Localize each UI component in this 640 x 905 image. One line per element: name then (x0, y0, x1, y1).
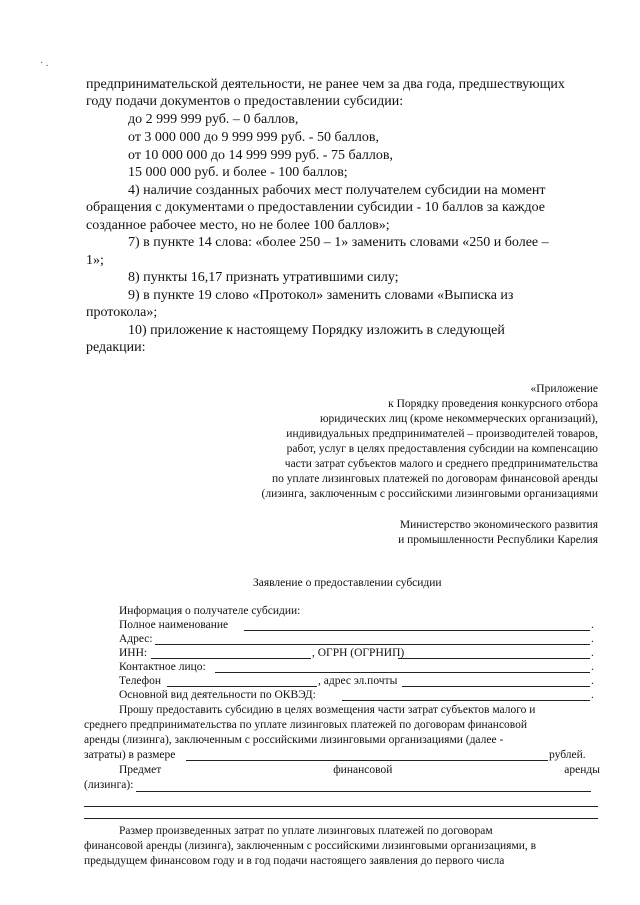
appendix-line: работ, услуг в целях предоставления субсидии на компенсацию (286, 443, 598, 455)
contact-label: Контактное лицо: (119, 661, 206, 673)
request-line: затраты) в размере (84, 749, 176, 761)
appendix-line: юридических лиц (кроме некоммерческих организаций), (319, 413, 598, 425)
paragraph-line: году подачи документов о предоставлении субсидии: (86, 94, 404, 109)
end-dot: . (591, 675, 594, 687)
item4-line: обращения с документами о предоставлении субсидии - 10 баллов за каждое (86, 200, 545, 215)
subject-field-extra[interactable] (84, 806, 598, 807)
item4-line: созданное рабочее место, но не более 100 баллов»; (86, 218, 390, 233)
expenses-line: финансовой аренды (лизинга), заключенным с российскими лизинговыми организациями, в (84, 840, 537, 852)
subject-line (119, 765, 600, 777)
rubles-label: рублей. (549, 749, 586, 761)
fullname-field[interactable] (244, 630, 590, 631)
end-dot: . (591, 619, 594, 631)
form-title: Заявление о предоставлении субсидии (253, 577, 442, 589)
address-label: Адрес: (119, 633, 153, 645)
ogrn-field[interactable] (398, 658, 590, 659)
scan-mark: · . (40, 58, 49, 69)
amount-field[interactable] (186, 760, 548, 761)
appendix-line: части затрат субъектов малого и среднего предпринимательства (284, 458, 598, 470)
subject-label: (лизинга): (84, 779, 134, 791)
contact-field[interactable] (215, 672, 590, 673)
end-dot: . (591, 661, 594, 673)
appendix-line: к Порядку проведения конкурсного отбора (388, 398, 598, 410)
form-info-heading: Информация о получателе субсидии: (119, 605, 301, 617)
ogrn-label: , ОГРН (ОГРНИП) (312, 647, 405, 659)
inn-label: ИНН: (119, 647, 148, 659)
phone-field[interactable] (167, 686, 317, 687)
item7-line: 7) в пункте 14 слова: «более 250 – 1» заменить словами «250 и более – (128, 235, 549, 250)
appendix-line: (лизинга, заключенным с российскими лизинговыми организациями (261, 488, 598, 500)
email-field[interactable] (402, 686, 590, 687)
item9-line: 9) в пункте 19 слово «Протокол» заменить словами «Выписка из (128, 288, 514, 303)
subject-word: финансовой (333, 764, 393, 776)
item10-line: 10) приложение к настоящему Порядку изложить в следующей (128, 323, 505, 338)
item4-line: 4) наличие созданных рабочих мест получателем субсидии на момент (128, 183, 546, 198)
request-line: аренды (лизинга), заключенным с российскими лизинговыми организациями (далее - (84, 734, 504, 746)
item10-line: редакции: (86, 340, 146, 355)
expenses-line: предыдущем финансовом году и в год подачи настоящего заявления до первого числа (84, 855, 505, 867)
appendix-line: «Приложение (530, 383, 598, 395)
email-label: , адрес эл.почты (318, 675, 398, 687)
inn-field[interactable] (151, 658, 311, 659)
okved-field[interactable] (342, 700, 590, 701)
addressee-line: Министерство экономического развития (399, 519, 598, 531)
subject-word: аренды (564, 764, 600, 776)
end-dot: . (591, 633, 594, 645)
item8-line: 8) пункты 16,17 признать утратившими силу; (128, 270, 399, 285)
end-dot: . (591, 647, 594, 659)
item7-line: 1»; (86, 253, 104, 268)
appendix-line: по уплате лизинговых платежей по договорам финансовой аренды (271, 473, 598, 485)
score-line: 15 000 000 руб. и более - 100 баллов; (128, 165, 348, 180)
address-field[interactable] (155, 644, 590, 645)
phone-label: Телефон (119, 675, 162, 687)
subject-field[interactable] (136, 791, 591, 792)
item9-line: протокола»; (86, 305, 158, 320)
score-line: от 10 000 000 до 14 999 999 руб. - 75 баллов, (128, 148, 394, 163)
expenses-line: Размер произведенных затрат по уплате лизинговых платежей по договорам (119, 825, 493, 837)
score-line: до 2 999 999 руб. – 0 баллов, (128, 112, 299, 127)
request-line: Прошу предоставить субсидию в целях возмещения части затрат субъектов малого и (119, 704, 536, 716)
okved-label: Основной вид деятельности по ОКВЭД: (119, 689, 316, 701)
appendix-line: индивидуальных предпринимателей – производителей товаров, (286, 428, 598, 440)
fullname-label: Полное наименование (119, 619, 229, 631)
subject-field-extra[interactable] (84, 818, 598, 819)
request-line: среднего предпринимательства по уплате лизинговых платежей по договорам финансовой (84, 719, 528, 731)
score-line: от 3 000 000 до 9 999 999 руб. - 50 баллов, (128, 130, 380, 145)
end-dot: . (591, 689, 594, 701)
paragraph-line: предпринимательской деятельности, не ранее чем за два года, предшествующих (86, 77, 565, 92)
subject-word: Предмет (119, 764, 162, 776)
addressee-line: и промышленности Республики Карелия (398, 534, 598, 546)
